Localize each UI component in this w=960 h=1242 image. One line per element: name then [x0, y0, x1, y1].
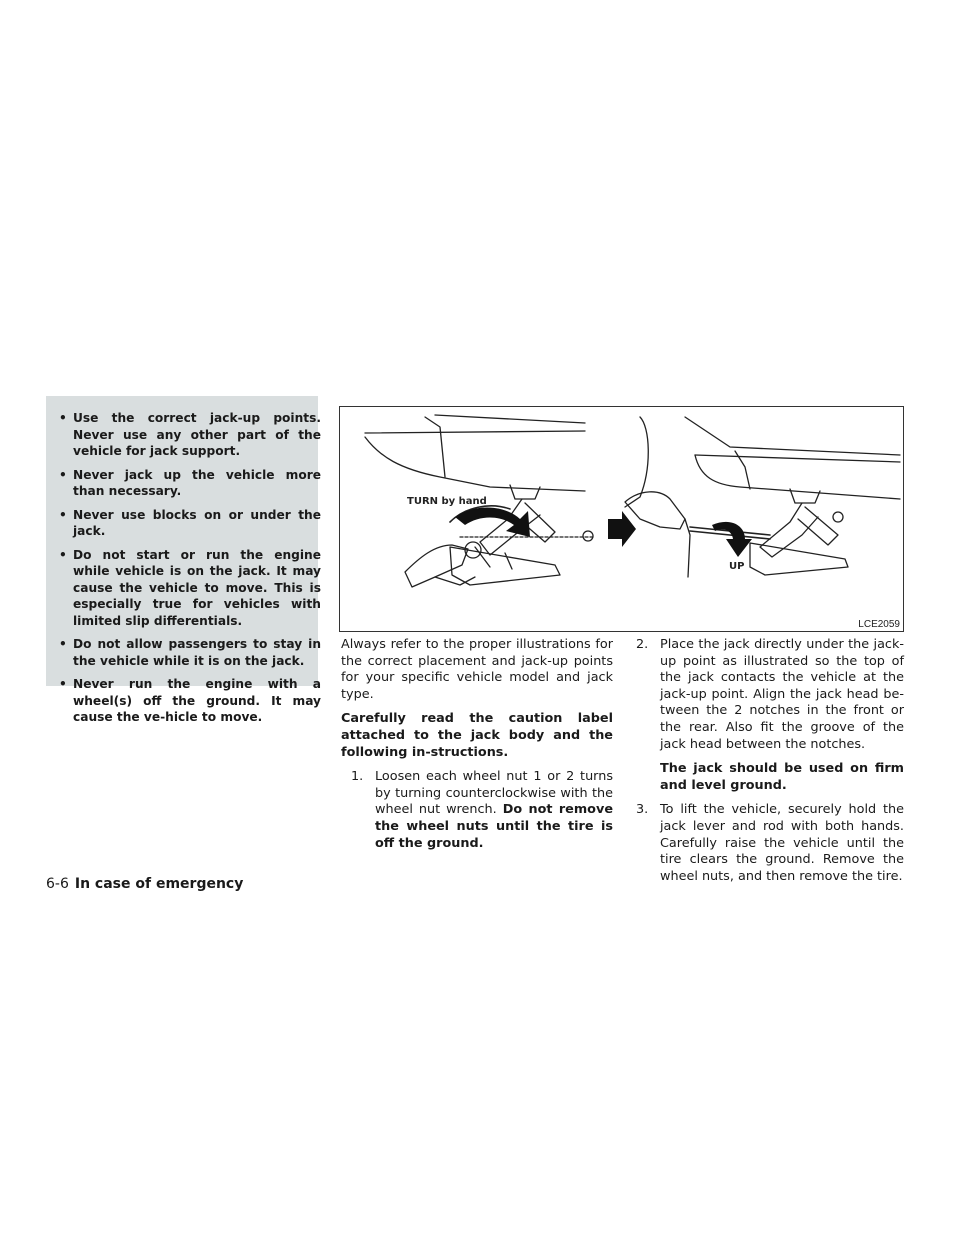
jack-illustration [339, 406, 904, 632]
step-warning: Do not remove the wheel nuts until the tire is off the ground. [375, 802, 613, 851]
step-text: Loosen each wheel nut 1 or 2 turns by turning counterclockwise with the wheel nut wrench. [375, 769, 613, 818]
up-label: UP [729, 561, 745, 572]
caution-item: • Use the correct jack-up points. Never use any other part of the vehicle for jack support. [56, 410, 321, 460]
caution-item: • Never use blocks on or under the jack. [56, 507, 321, 540]
text-column-right [636, 637, 904, 893]
caution-item: • Never jack up the vehicle more than necessary. [56, 467, 321, 500]
step-2 [636, 637, 904, 753]
caution-item: • Do not allow passengers to stay in the vehicle while it is on the jack. [56, 636, 321, 669]
step-text: To lift the vehicle, securely hold the jack lever and rod with both hands. Carefully raise the vehicle until the tire clears the ground. Remove the wheel nuts, and then remove the tire. [660, 802, 904, 884]
page-number: 6-6 [46, 876, 69, 892]
caution-label-instruction: Carefully read the caution label attached to the jack body and the following in-structions. [341, 711, 613, 760]
turn-by-hand-label: TURN by hand [407, 496, 487, 507]
step-number: 2. [636, 637, 649, 652]
step-3 [636, 802, 904, 885]
page-footer [46, 876, 243, 892]
intro-paragraph: Always refer to the proper illustrations for the correct placement and jack-up points for your specific vehicle model and jack type. [341, 637, 613, 702]
caution-item: • Never run the engine with a wheel(s) off the ground. It may cause the ve-hicle to move. [56, 676, 321, 726]
step-2-note: The jack should be used on firm and level ground. [660, 761, 904, 793]
step-text: Place the jack directly under the jack-up point as illustrated so the top of the jack contacts the vehicle at the jack-up point. Align the jack head be-tween the 2 notches in the front or the rear. Also fit the groove of the jack head between the notches. [660, 637, 904, 752]
figure-code: LCE2059 [858, 619, 900, 630]
step-number: 3. [636, 802, 649, 818]
caution-box [46, 396, 321, 724]
caution-item: • Do not start or run the engine while vehicle is on the jack. It may cause the vehicle to move. This is especially true for vehicles with limited slip differentials. [56, 547, 321, 630]
step-1 [341, 769, 613, 852]
text-column-left [341, 637, 613, 860]
jack-drawing [340, 407, 903, 631]
step-number: 1. [351, 769, 364, 785]
caution-list [56, 410, 321, 726]
section-title: In case of emergency [74, 876, 244, 892]
